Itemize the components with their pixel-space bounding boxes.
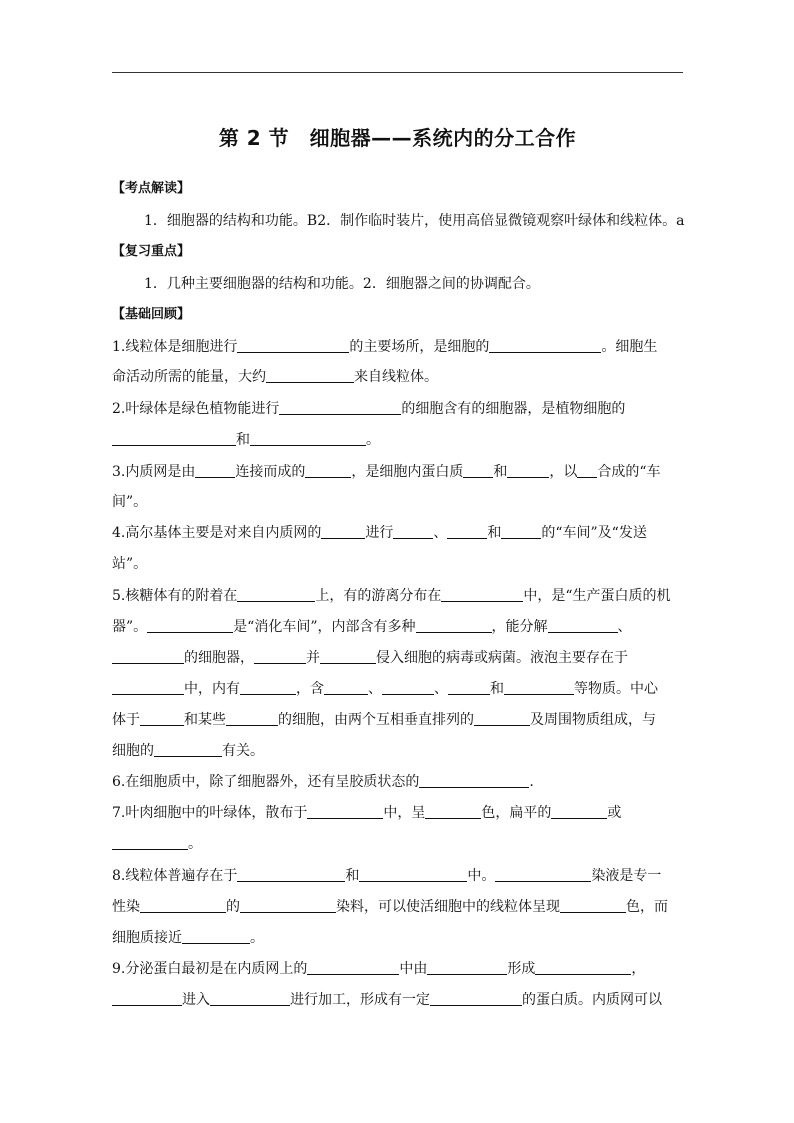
blank[interactable] <box>254 649 306 664</box>
blank[interactable] <box>226 711 278 726</box>
blank[interactable] <box>210 991 290 1006</box>
blank[interactable] <box>140 898 226 913</box>
question-5-line-2: 器”。 是“消化车间”，内部含有多种 ，能分解 、 <box>112 619 632 635</box>
header-rule <box>112 72 683 73</box>
question-1-line-1: 1.线粒体是细胞进行 的主要场所，是细胞的 。细胞生 <box>112 339 658 355</box>
question-2-line-2: 和 。 <box>112 431 380 449</box>
blank[interactable] <box>266 368 354 383</box>
section-text-kaodian: 1．细胞器的结构和功能。B2．制作临时装片，使用高倍显微镜观察叶绿体和线粒体。a <box>144 213 685 229</box>
question-3-line-1: 3.内质网是由 连接而成的 ，是细胞内蛋白质 和 ，以 合成的“车 <box>112 464 661 480</box>
blank[interactable] <box>504 680 574 695</box>
blank[interactable] <box>112 649 184 664</box>
blank[interactable] <box>416 618 492 633</box>
section-heading-jichu: 【基础回顾】 <box>112 307 191 322</box>
blank[interactable] <box>112 991 182 1006</box>
question-5-line-4: 中，内有 ，含 、 、 和 等物质。中心 <box>112 680 658 698</box>
question-5-line-5: 体于 和某些 的细胞，由两个互相垂直排列的 及周围物质组成，与 <box>112 712 656 728</box>
blank[interactable] <box>305 463 351 478</box>
blank[interactable] <box>419 773 529 788</box>
blank[interactable] <box>147 618 233 633</box>
question-4-line-2: 站”。 <box>112 556 148 572</box>
question-1-line-2: 命活动所需的能量，大约 来自线粒体。 <box>112 369 438 385</box>
blank[interactable] <box>430 991 522 1006</box>
blank[interactable] <box>577 463 597 478</box>
blank[interactable] <box>240 898 336 913</box>
blank[interactable] <box>548 618 618 633</box>
blank[interactable] <box>307 960 399 975</box>
blank[interactable] <box>425 804 481 819</box>
section-heading-zhongdian: 【复习重点】 <box>112 244 191 259</box>
blank[interactable] <box>182 929 250 944</box>
question-4-line-1: 4.高尔基体主要是对来自内质网的 进行 、 和 的“车间”及“发送 <box>112 525 647 541</box>
question-7-line-2: 。 <box>112 835 202 853</box>
blank[interactable] <box>240 680 296 695</box>
blank[interactable] <box>195 463 235 478</box>
question-5-line-3: 的细胞器， 并 侵入细胞的病毒或病菌。液泡主要存在于 <box>112 649 628 667</box>
blank[interactable] <box>427 960 507 975</box>
blank[interactable] <box>112 431 236 446</box>
blank[interactable] <box>154 742 222 757</box>
blank[interactable] <box>279 400 401 415</box>
question-5-line-6: 细胞的 有关。 <box>112 743 264 759</box>
blank[interactable] <box>112 835 188 850</box>
blank[interactable] <box>393 524 433 539</box>
blank[interactable] <box>359 867 467 882</box>
blank[interactable] <box>237 338 349 353</box>
page-title: 第 2 节 细胞器——系统内的分工合作 <box>218 126 577 150</box>
question-9-line-1: 9.分泌蛋白最初是在内质网上的 中由 形成 ， <box>112 961 646 977</box>
question-3-line-2: 间”。 <box>112 494 148 510</box>
blank[interactable] <box>321 524 365 539</box>
blank[interactable] <box>320 649 376 664</box>
question-5-line-1: 5.核糖体有的附着在 上，有的游离分布在 中，是“生产蛋白质的机 <box>112 588 671 604</box>
blank[interactable] <box>140 711 184 726</box>
blank[interactable] <box>382 680 434 695</box>
blank[interactable] <box>501 524 541 539</box>
blank[interactable] <box>307 804 383 819</box>
blank[interactable] <box>441 587 523 602</box>
blank[interactable] <box>535 960 631 975</box>
blank[interactable] <box>324 680 368 695</box>
blank[interactable] <box>448 680 490 695</box>
question-8-line-1: 8.线粒体普遍存在于 和 中。 染液是专一 <box>112 868 662 884</box>
blank[interactable] <box>237 587 315 602</box>
blank[interactable] <box>112 680 184 695</box>
question-9-line-2: 进入 进行加工，形成有一定 的蛋白质。内质网可以 <box>112 991 662 1009</box>
blank[interactable] <box>250 431 366 446</box>
blank[interactable] <box>474 711 530 726</box>
blank[interactable] <box>560 898 626 913</box>
blank[interactable] <box>489 338 601 353</box>
section-heading-kaodian: 【考点解读】 <box>112 181 191 196</box>
blank[interactable] <box>507 463 549 478</box>
question-8-line-2: 性染 的 染料，可以使活细胞中的线粒体呈现 色，而 <box>112 899 668 915</box>
blank[interactable] <box>495 867 591 882</box>
blank[interactable] <box>237 867 345 882</box>
section-text-zhongdian: 1．几种主要细胞器的结构和功能。2．细胞器之间的协调配合。 <box>144 276 540 292</box>
question-6-line-1: 6.在细胞质中，除了细胞器外，还有呈胶质状态的 . <box>112 774 534 790</box>
blank[interactable] <box>551 804 607 819</box>
question-8-line-3: 细胞质接近 。 <box>112 930 264 946</box>
blank[interactable] <box>463 463 493 478</box>
question-2-line-1: 2.叶绿体是绿色植物能进行 的细胞含有的细胞器，是植物细胞的 <box>112 401 626 417</box>
question-7-line-1: 7.叶肉细胞中的叶绿体，散布于 中，呈 色，扁平的 或 <box>112 805 622 821</box>
blank[interactable] <box>447 524 487 539</box>
